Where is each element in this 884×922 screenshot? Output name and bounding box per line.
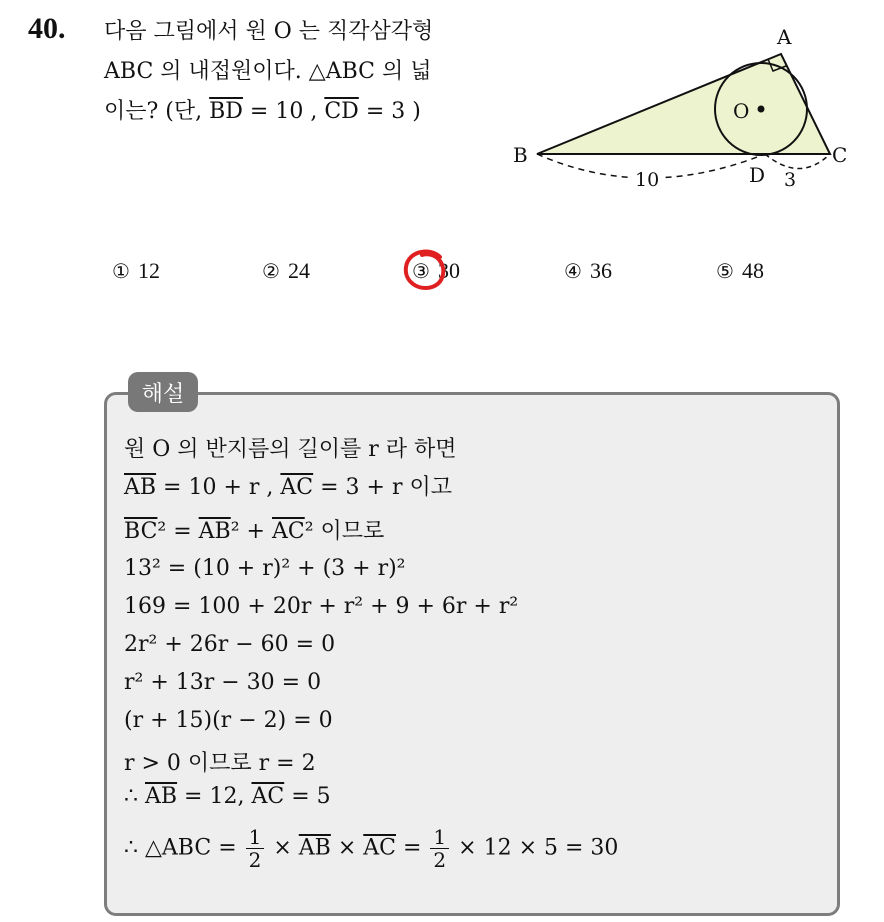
question-line-1: 다음 그림에서 원 O 는 직각삼각형 (104, 19, 434, 44)
choice-4[interactable] (564, 258, 612, 284)
l11-d: = (396, 835, 429, 861)
l10-segment-ab: $\overline{AB}$ (145, 784, 178, 809)
question-line-3 (104, 94, 421, 125)
label-b: B (513, 143, 528, 167)
fraction-numerator-2: 1 (430, 826, 449, 849)
center-o-dot (758, 106, 765, 113)
solution-line-8: (r + 15)(r − 2) = 0 (124, 708, 333, 733)
l10-segment-ac: $\overline{AC}$ (251, 784, 285, 809)
l3-segment-ab: $\overline{AB}$ (198, 519, 231, 544)
fraction-denominator: 2 (248, 848, 262, 872)
choice-2-mark: ② (262, 259, 280, 283)
choice-4-mark: ④ (564, 259, 582, 283)
question-number: 40. (28, 12, 66, 45)
label-d: D (749, 163, 766, 187)
l3-b: ² + (230, 519, 272, 544)
solution-line-7: r² + 13r − 30 = 0 (124, 670, 322, 695)
l3-segment-ac: $\overline{AC}$ (271, 519, 305, 544)
fraction-one-half (246, 826, 265, 871)
l11-e: × 12 × 5 = 30 (451, 835, 619, 861)
l2-segment-ab: $\overline{AB}$ (124, 475, 157, 500)
l2-end: = 3 + r 이고 (313, 475, 452, 500)
choice-5-value: 48 (741, 258, 764, 283)
solution-line-10 (124, 784, 331, 809)
choice-2-value: 24 (287, 258, 310, 283)
l10-a: ∴ (124, 784, 145, 809)
solution-line-2 (124, 470, 452, 501)
segment-bd: $\overline{BD}$ (209, 99, 243, 124)
l2-segment-ac: $\overline{AC}$ (280, 475, 314, 500)
solution-line-6: 2r² + 26r − 60 = 0 (124, 632, 336, 657)
fraction-numerator: 1 (246, 826, 265, 849)
solution-line-4: 13² = (10 + r)² + (3 + r)² (124, 556, 406, 581)
l11-a: ∴ △ABC = (124, 835, 244, 861)
l2-mid: = 10 + r , (156, 475, 281, 500)
solution-line-9: r > 0 이므로 r = 2 (124, 751, 316, 776)
segment-cd: $\overline{CD}$ (324, 99, 359, 124)
l11-b: × (266, 835, 299, 861)
len-cd: 3 (784, 169, 797, 191)
choice-3-value: 30 (437, 258, 460, 283)
solution-line-1: 원 O 의 반지름의 길이를 r 라 하면 (124, 437, 457, 462)
l3-segment-bc: $\overline{BC}$ (124, 519, 158, 544)
label-c: C (832, 143, 848, 167)
choice-1-value: 12 (137, 258, 160, 283)
l10-b: = 12, (177, 784, 252, 809)
cd-value: = 3 ) (358, 99, 421, 124)
l3-c: ² 이므로 (304, 519, 385, 544)
triangle-diagram (505, 18, 865, 198)
l11-c: × (330, 835, 364, 861)
l11-segment-ac: $\overline{AC}$ (363, 835, 396, 861)
fraction-denominator-2: 2 (433, 848, 447, 872)
choice-3-mark: ③ (412, 259, 430, 283)
label-a: A (777, 25, 792, 49)
choice-5-mark: ⑤ (716, 259, 734, 283)
choice-5[interactable] (716, 258, 764, 284)
solution-line-3 (124, 514, 384, 545)
question-line-2: ABC 의 내접원이다. △ABC 의 넓 (104, 59, 432, 84)
fraction-one-half-2 (430, 826, 449, 871)
question-line-3-prefix: 이는? (단, (104, 99, 210, 124)
dimension-arc-cd (765, 154, 830, 169)
choice-1[interactable] (112, 258, 160, 284)
solution-tag: 해설 (128, 372, 198, 412)
l3-a: ² = (157, 519, 199, 544)
bd-value: = 10 , (242, 99, 325, 124)
solution-line-5: 169 = 100 + 20r + r² + 9 + 6r + r² (124, 594, 519, 619)
choice-2[interactable] (262, 258, 310, 284)
solution-line-11 (124, 826, 618, 871)
triangle-abc (537, 54, 830, 154)
l11-segment-ab: $\overline{AB}$ (298, 835, 331, 861)
answer-circle-mark (400, 247, 450, 293)
l10-c: = 5 (284, 784, 331, 809)
choice-4-value: 36 (589, 258, 612, 283)
label-o: O (733, 99, 750, 123)
choice-1-mark: ① (112, 259, 130, 283)
len-bd: 10 (635, 169, 660, 191)
